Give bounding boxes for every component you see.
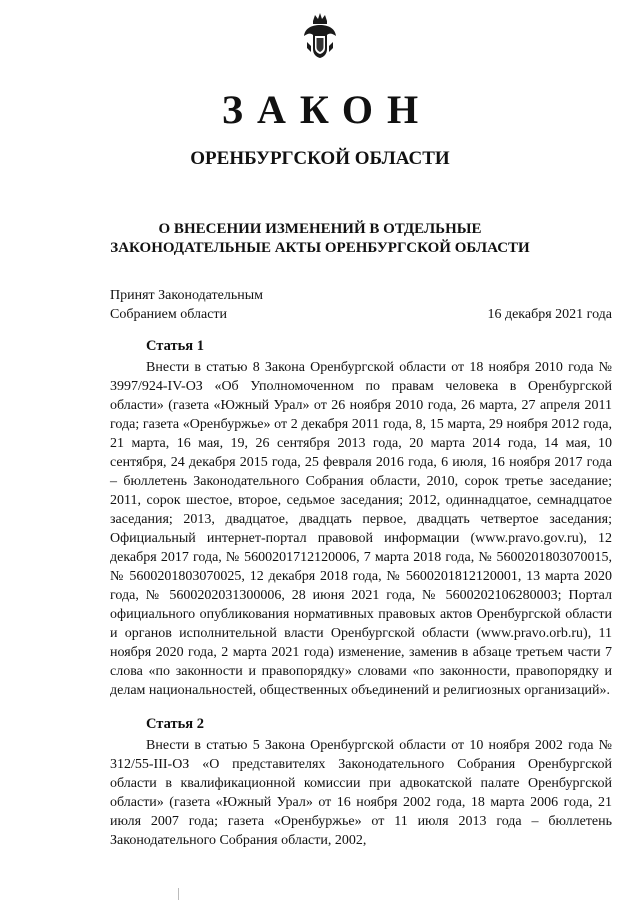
coat-of-arms-emblem-icon (302, 12, 338, 60)
law-name (0, 220, 640, 258)
adoption-line-2: Собранием области (110, 307, 228, 322)
adoption-info (110, 286, 263, 324)
article-1-heading: Статья 1 (146, 338, 204, 354)
document-subtitle: ОРЕНБУРГСКОЙ ОБЛАСТИ (190, 148, 450, 169)
article-2-text: Внести в статью 5 Закона Оренбургской области от 10 ноября 2002 года № 312/55-III-ОЗ «О представителях Законодательного Собрания Оренбургской области в квалификационной комиссии при адвокатской палате Оренбургской области» (газета «Южный Урал» от 16 ноября 2002 года, 18 марта 2006 года, 21 июля 2007 года; газета «Оренбуржье» от 11 июля 2013 года – бюллетень Законодательного Собрания области, 2002, (110, 738, 612, 848)
document-title: ЗАКОН (221, 87, 433, 132)
article-1-text: Внести в статью 8 Закона Оренбургской области от 18 ноября 2010 года № 3997/924-IV-ОЗ «Об Уполномоченном по правам человека в Оренбургской области» (газета «Южный Урал» от 26 ноября 2010 года, 26 марта, 27 апреля 2011 года; газета «Оренбуржье» от 2 декабря 2011 года, 8, 15 марта, 29 ноября 2012 года, 21 марта, 16 мая, 19, 26 сентября 2013 года, 20 марта 2014 года, 14 мая, 10 сентября, 24 декабря 2015 года, 25 февраля 2016 года, 6 июля, 16 ноября 2017 года – бюллетень Законодательного Собрания области, 2010, сорок третье заседание; 2011, сорок шестое, второе, седьмое заседания; 2012, одиннадцатое, семнадцатое заседания; 2013, двадцатое, двадцать первое, двадцать четвертое заседания; Официальный интернет-портал правовой информации (www.pravo.gov.ru), 12 декабря 2017 года, № 5600201712120006, 7 марта 2018 года, № 5600201803070015, № 5600201803070025, 12 декабря 2018 года, № 5600201812120001, 13 марта 2020 года, № 5600202031300006, 28 июня 2021 года, № 5600202106280003; Портал официального опубликования нормативных правовых актов Оренбургской области и органов исполнительной власти Оренбургской области (www.pravo.orb.ru), 11 ноября 2020 года, 2 марта 2021 года) изменение, заменив в абзаце третьем части 7 слова «по законности и правопорядку» словами «по законности, правопорядку и делам национальностей, общественных объединений и религиозных организаций». (110, 360, 612, 698)
scan-margin-mark (178, 888, 179, 900)
law-name-line-1: О ВНЕСЕНИИ ИЗМЕНЕНИЙ В ОТДЕЛЬНЫЕ (158, 221, 482, 237)
adoption-date: 16 декабря 2021 года (487, 307, 612, 322)
article-2-heading: Статья 2 (146, 716, 204, 732)
law-name-line-2: ЗАКОНОДАТЕЛЬНЫЕ АКТЫ ОРЕНБУРГСКОЙ ОБЛАСТИ (110, 240, 530, 256)
adoption-line-1: Принят Законодательным (110, 288, 263, 303)
